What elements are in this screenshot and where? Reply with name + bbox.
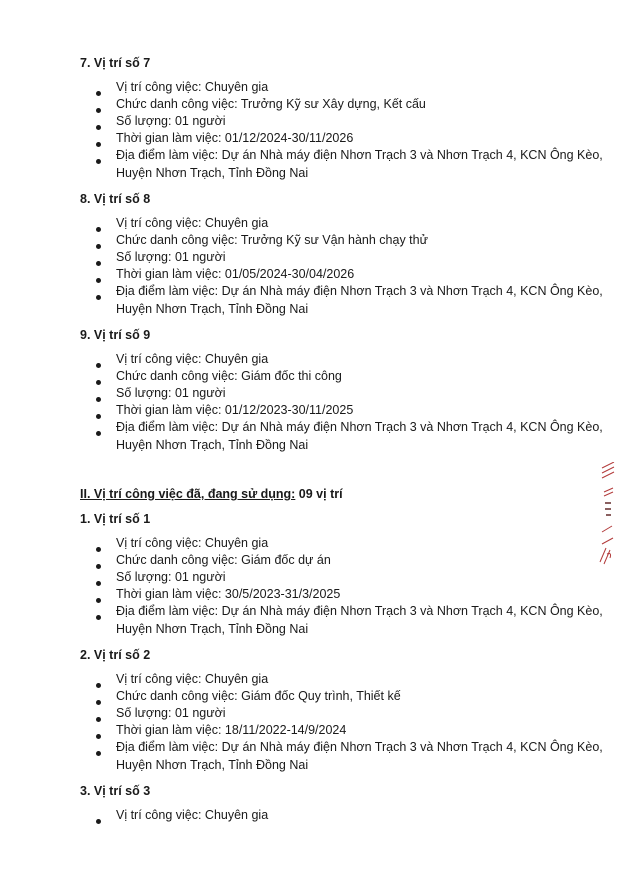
bullet [96, 615, 101, 620]
position-heading: 3. Vị trí số 3 [80, 784, 151, 798]
bullet [96, 142, 101, 147]
list-item: Số lượng: 01 người [116, 250, 226, 264]
bullet [96, 159, 101, 164]
list-item: Chức danh công việc: Giám đốc Quy trình, Thiết kế [116, 689, 401, 703]
position-heading: 9. Vị trí số 9 [80, 328, 151, 342]
position-heading: 2. Vị trí số 2 [80, 648, 151, 662]
section-heading-count: 09 vị trí [295, 487, 343, 501]
section-heading-underlined: II. Vị trí công việc đã, đang sử dụng: [80, 487, 296, 501]
list-item-continuation: Huyện Nhơn Trạch, Tỉnh Đồng Nai [116, 622, 309, 636]
bullet [96, 227, 101, 232]
list-item-continuation: Huyện Nhơn Trạch, Tỉnh Đồng Nai [116, 166, 309, 180]
bullet [96, 717, 101, 722]
list-item: Chức danh công việc: Trưởng Kỹ sư Xây dựng, Kết cấu [116, 97, 426, 111]
list-item-continuation: Huyện Nhơn Trạch, Tỉnh Đồng Nai [116, 302, 309, 316]
list-item: Thời gian làm việc: 30/5/2023-31/3/2025 [116, 587, 341, 601]
list-item: Chức danh công việc: Trưởng Kỹ sư Vận hành chạy thử [116, 233, 428, 247]
bullet [96, 261, 101, 266]
bullet [96, 295, 101, 300]
bullet [96, 380, 101, 385]
bullet [96, 683, 101, 688]
bullet [96, 244, 101, 249]
list-item: Địa điểm làm việc: Dự án Nhà máy điện Nhơn Trạch 3 và Nhơn Trạch 4, KCN Ông Kèo, [116, 604, 603, 618]
bullet [96, 108, 101, 113]
bullet [96, 751, 101, 756]
bullet [96, 598, 101, 603]
list-item-continuation: Huyện Nhơn Trạch, Tỉnh Đồng Nai [116, 758, 309, 772]
position-heading: 1. Vị trí số 1 [80, 512, 151, 526]
section-heading [80, 487, 343, 501]
list-item: Thời gian làm việc: 01/12/2023-30/11/2025 [116, 403, 354, 417]
list-item: Địa điểm làm việc: Dự án Nhà máy điện Nhơn Trạch 3 và Nhơn Trạch 4, KCN Ông Kèo, [116, 284, 603, 298]
list-item: Vị trí công việc: Chuyên gia [116, 536, 269, 550]
stamp-mark [598, 462, 618, 572]
list-item: Thời gian làm việc: 01/12/2024-30/11/2026 [116, 131, 354, 145]
bullet [96, 414, 101, 419]
bullet [96, 564, 101, 569]
bullet [96, 278, 101, 283]
list-item: Địa điểm làm việc: Dự án Nhà máy điện Nhơn Trạch 3 và Nhơn Trạch 4, KCN Ông Kèo, [116, 420, 603, 434]
bullet [96, 734, 101, 739]
list-item: Địa điểm làm việc: Dự án Nhà máy điện Nhơn Trạch 3 và Nhơn Trạch 4, KCN Ông Kèo, [116, 740, 603, 754]
list-item: Chức danh công việc: Giám đốc dự án [116, 553, 331, 567]
bullet [96, 125, 101, 130]
list-item: Địa điểm làm việc: Dự án Nhà máy điện Nhơn Trạch 3 và Nhơn Trạch 4, KCN Ông Kèo, [116, 148, 603, 162]
list-item: Vị trí công việc: Chuyên gia [116, 672, 269, 686]
list-item: Số lượng: 01 người [116, 706, 226, 720]
list-item: Chức danh công việc: Giám đốc thi công [116, 369, 342, 383]
bullet [96, 363, 101, 368]
bullet [96, 547, 101, 552]
list-item: Vị trí công việc: Chuyên gia [116, 216, 269, 230]
list-item: Thời gian làm việc: 18/11/2022-14/9/2024 [116, 723, 347, 737]
list-item: Vị trí công việc: Chuyên gia [116, 80, 269, 94]
position-heading: 8. Vị trí số 8 [80, 192, 151, 206]
list-item: Số lượng: 01 người [116, 570, 226, 584]
list-item: Số lượng: 01 người [116, 386, 226, 400]
bullet [96, 700, 101, 705]
bullet [96, 91, 101, 96]
bullet [96, 431, 101, 436]
bullet [96, 819, 101, 824]
list-item: Số lượng: 01 người [116, 114, 226, 128]
position-heading: 7. Vị trí số 7 [80, 56, 151, 70]
list-item: Vị trí công việc: Chuyên gia [116, 808, 269, 822]
bullet [96, 581, 101, 586]
list-item: Vị trí công việc: Chuyên gia [116, 352, 269, 366]
bullet [96, 397, 101, 402]
list-item: Thời gian làm việc: 01/05/2024-30/04/2026 [116, 267, 355, 281]
list-item-continuation: Huyện Nhơn Trạch, Tỉnh Đồng Nai [116, 438, 309, 452]
